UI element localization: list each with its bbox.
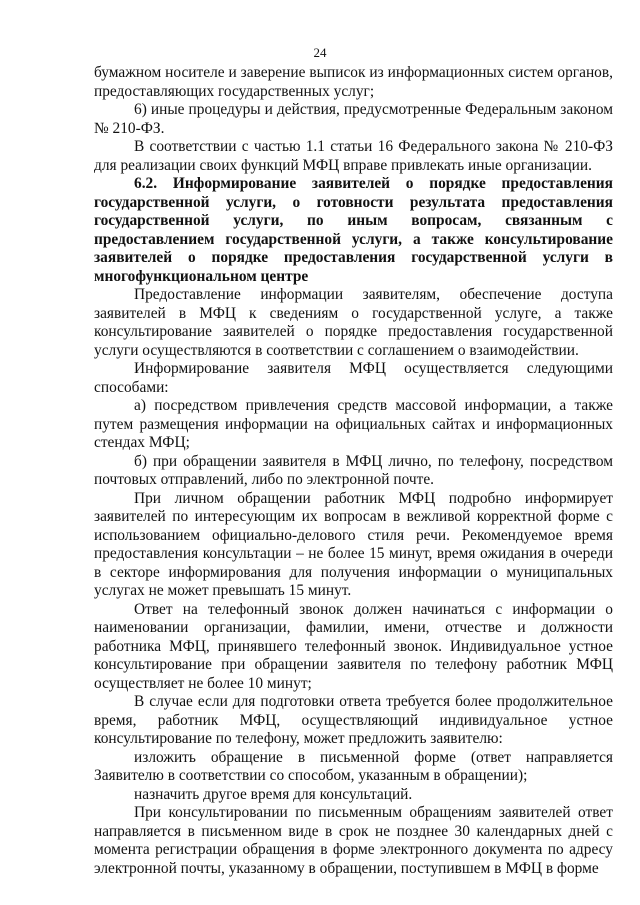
paragraph-item-6: 6) иные процедуры и действия, предусмотренные Федеральным законом № 210-ФЗ. bbox=[94, 101, 613, 137]
paragraph-body-10: При консультировании по письменным обращениям заявителей ответ направляется в письменном виде в срок не позднее 30 календарных дней с момента регистрации обращения в форме электронного документа по адресу электронной почты, указанному в обращении, поступившем в МФЦ в форме bbox=[94, 804, 613, 877]
paragraph-continuation: бумажном носителе и заверение выписок из информационных систем органов, предоставляющих государственных услуг; bbox=[94, 64, 613, 100]
paragraph-body-4: б) при обращении заявителя в МФЦ лично, по телефону, посредством почтовых отправлений, либо по электронной почте. bbox=[94, 452, 613, 488]
document-text bbox=[94, 64, 613, 878]
paragraph-body-5: При личном обращении работник МФЦ подробно информирует заявителей по интересующим их вопросам в вежливой корректной форме с использованием официально-делового стиля речи. Рекомендуемое время предоставления консультации – не более 15 минут, время ожидания в очереди в секторе информирования для получения информации о муниципальных услугах не может превышать 15 минут. bbox=[94, 489, 613, 599]
paragraph-body-6: Ответ на телефонный звонок должен начинаться с информации о наименовании организации, фамилии, имени, отчестве и должности работника МФЦ, принявшего телефонный звонок. Индивидуальное устное консультирование при обращении заявителя по телефону работник МФЦ осуществляет не более 10 минут; bbox=[94, 600, 613, 692]
paragraph-body-7: В случае если для подготовки ответа требуется более продолжительное время, работник МФЦ, осуществляющий индивидуальное устное консультирование по телефону, может предложить заявителю: bbox=[94, 693, 613, 747]
paragraph-body-2: Информирование заявителя МФЦ осуществляется следующими способами: bbox=[94, 360, 613, 396]
page-number: 24 bbox=[313, 45, 327, 60]
section-heading-6-2: 6.2. Информирование заявителей о порядке предоставления государственной услуги, о готовности результата предоставления государственной услуги, по иным вопросам, связанным с предоставлением государственной услуги, а также консультирование заявителей о порядке предоставления государственной услуги в многофункциональном центре bbox=[94, 175, 613, 285]
paragraph-body-8: изложить обращение в письменной форме (ответ направляется Заявителю в соответствии со способом, указанным в обращении); bbox=[94, 748, 613, 784]
paragraph-other-organizations: В соответствии с частью 1.1 статьи 16 Федерального закона № 210-ФЗ для реализации своих функций МФЦ вправе привлекать иные организации. bbox=[94, 138, 613, 174]
paragraph-body-1: Предоставление информации заявителям, обеспечение доступа заявителей в МФЦ к сведениям о государственной услуге, а также консультирование заявителей о порядке предоставления государственной услуги осуществляются в соответствии с соглашением о взаимодействии. bbox=[94, 286, 613, 359]
paragraph-body-3: а) посредством привлечения средств массовой информации, а также путем размещения информации на официальных сайтах и информационных стендах МФЦ; bbox=[94, 397, 613, 451]
paragraph-body-9: назначить другое время для консультаций. bbox=[134, 785, 413, 803]
